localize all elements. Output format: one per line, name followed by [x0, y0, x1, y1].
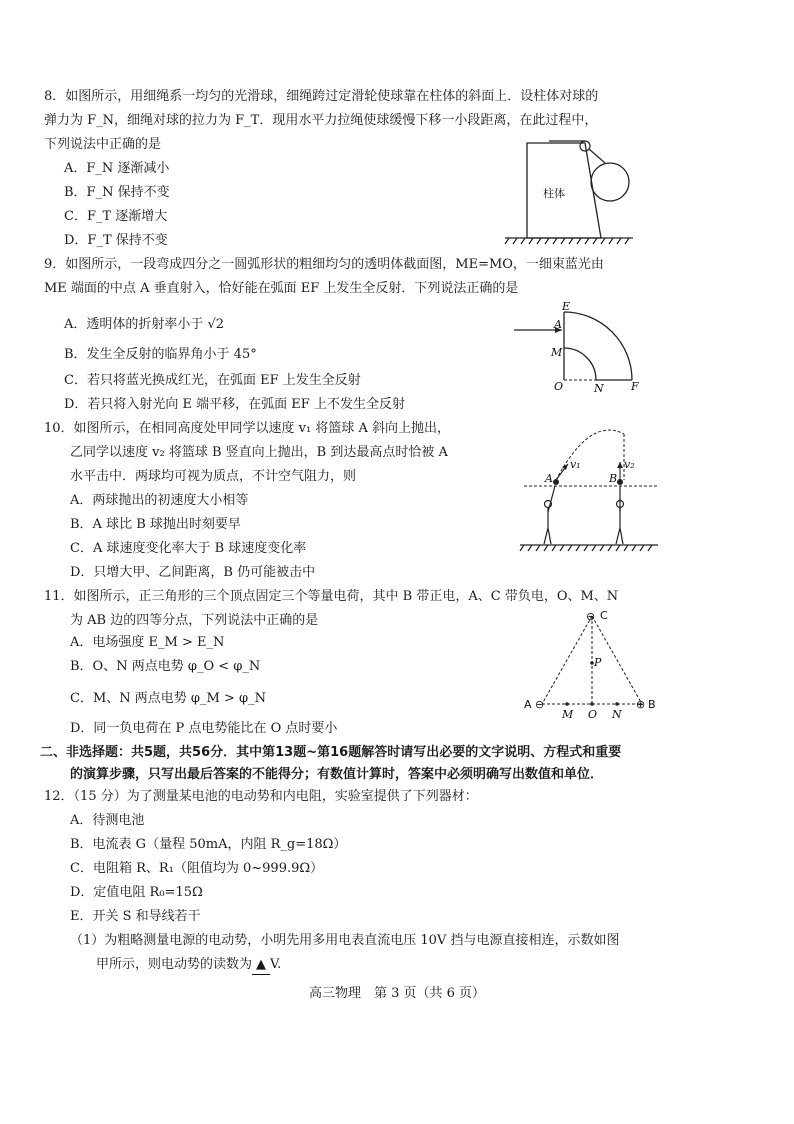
- q10-label-v1: v₁: [570, 458, 581, 471]
- q11-label-c: C: [600, 609, 608, 622]
- q10-option-d: D．只增大甲、乙间距离，B 仍可能被击中: [70, 565, 316, 580]
- q11-label-m: M: [562, 708, 574, 721]
- q10-label-v2: v₂: [624, 458, 635, 471]
- q11-point-n: [615, 702, 619, 706]
- q8-rope-to-ball: [589, 149, 605, 163]
- q11-line-1: 11．如图所示，正三角形的三个顶点固定三个等量电荷，其中 B 带正电，A、C 带负电，O、M、N: [44, 589, 619, 604]
- section2-line-2: 的演算步骤，只写出最后答案的不能得分；有数值计算时，答案中必须明确写出数值和单位．: [70, 767, 604, 782]
- q12-sub1-line-1: （1）为粗略测量电源的电动势，小明先用多用电表直流电压 10V 挡与电源直接相连，示数如图: [70, 933, 620, 948]
- q9-option-c: C．若只将蓝光换成红光，在弧面 EF 上发生全反射: [64, 373, 361, 388]
- q11-label-b: B: [648, 698, 656, 711]
- q10-label-a: A: [545, 472, 553, 485]
- q11-charge-b: ⊕: [636, 698, 646, 711]
- q10-figure: [520, 420, 660, 556]
- q8-line-3: 下列说法中正确的是: [44, 137, 162, 152]
- q12-option-b: B．电流表 G（量程 50mA，内阻 R_g=18Ω）: [70, 837, 347, 852]
- q9-line-2: ME 端面的中点 A 垂直射入，恰好能在弧面 EF 上发生全反射．下列说法正确的是: [44, 281, 519, 296]
- q12-option-e: E．开关 S 和导线若干: [70, 909, 201, 924]
- q12-answer-blank: ▲: [252, 956, 270, 975]
- q9-label-e: E: [562, 300, 571, 313]
- q12-sub1-line-2: [96, 956, 281, 975]
- q9-figure: [510, 302, 650, 401]
- q9-label-f: F: [631, 380, 639, 393]
- q8-pillar-label: 柱体: [543, 187, 565, 200]
- q8-figure: [505, 135, 635, 249]
- q9-outer-arc: [564, 312, 632, 380]
- q9-option-b: B．发生全反射的临界角小于 45°: [64, 347, 257, 362]
- section2-line-1: 二、非选择题：共5题，共56分．其中第13题~第16题解答时请写出必要的文字说明、方程式和重要: [40, 745, 622, 760]
- q11-option-b: B．O、N 两点电势 φ_O < φ_N: [70, 659, 261, 674]
- q9-line-1: 9．如图所示，一段弯成四分之一圆弧形状的粗细均匀的透明体截面图，ME=MO，一细束蓝光由: [44, 257, 604, 272]
- q10-person-b: [616, 486, 624, 544]
- q8-line-1: 8．如图所示，用细绳系一均匀的光滑球，细绳跨过定滑轮使球靠在柱体的斜面上．设柱体对球的: [44, 89, 599, 104]
- q12-option-c: C．电阻箱 R、R₁（阻值均为 0~999.9Ω）: [70, 861, 324, 876]
- q12-line-1: 12．（15 分）为了测量某电池的电动势和内电阻，实验室提供了下列器材：: [44, 789, 478, 804]
- q10-line-3: 水平击中．两球均可视为质点，不计空气阻力，则: [70, 469, 357, 484]
- q9-label-o: O: [554, 380, 564, 393]
- q10-ground: [520, 545, 658, 551]
- q10-person-a: [544, 486, 555, 544]
- q10-line-2: 乙同学以速度 v₂ 将篮球 B 竖直向上抛出，B 到达最高点时恰被 A: [70, 445, 448, 460]
- q10-ball-b: [617, 479, 623, 485]
- q12-sub1-suffix: V.: [270, 957, 282, 972]
- q10-line-1: 10．如图所示，在相同高度处甲同学以速度 v₁ 将篮球 A 斜向上抛出，: [44, 421, 451, 436]
- q9-label-a: A: [554, 318, 562, 331]
- q11-charge-a: ⊖: [535, 698, 545, 711]
- q9-option-d: D．若只将入射光向 E 端平移，在弧面 EF 上不发生全反射: [64, 397, 405, 412]
- q9-label-n: N: [594, 382, 604, 395]
- q11-line-2: 为 AB 边的四等分点，下列说法中正确的是: [70, 613, 319, 628]
- q8-line-2: 弹力为 F_N，细绳对球的拉力为 F_T．现用水平力拉绳使球缓慢下移一小段距离，在此过程中，: [44, 113, 598, 128]
- q11-label-a: A: [524, 698, 532, 711]
- q10-label-b: B: [609, 472, 618, 485]
- q12-sub1-prefix: 甲所示，则电动势的读数为: [96, 957, 253, 972]
- q9-inner-arc: [564, 348, 596, 380]
- q8-ball: [591, 163, 629, 201]
- q11-option-a: A．电场强度 E_M > E_N: [70, 635, 225, 650]
- q11-figure: [520, 604, 660, 726]
- q11-charge-c: ⊖: [586, 610, 596, 623]
- q10-option-a: A．两球抛出的初速度大小相等: [70, 493, 249, 508]
- q11-side-ac: [542, 616, 592, 704]
- q10-option-c: C．A 球速度变化率大于 B 球速度变化率: [70, 541, 307, 556]
- q8-ground: [505, 238, 633, 244]
- q11-option-d: D．同一负电荷在 P 点电势能比在 O 点时要小: [70, 721, 338, 736]
- q10-option-b: B．A 球比 B 球抛出时刻要早: [70, 517, 241, 532]
- q8-option-a: A．F_N 逐渐减小: [64, 161, 170, 176]
- q11-label-p: P: [594, 656, 602, 669]
- q9-option-a: A．透明体的折射率小于 √2: [64, 317, 225, 332]
- q12-option-a: A．待测电池: [70, 813, 145, 828]
- q11-option-c: C．M、N 两点电势 φ_M > φ_N: [70, 691, 266, 706]
- q10-ball-a: [553, 479, 559, 485]
- q11-label-o: O: [588, 708, 598, 721]
- q11-label-n: N: [612, 708, 622, 721]
- q12-option-d: D．定值电阻 R₀=15Ω: [70, 885, 203, 900]
- q11-point-o: [590, 702, 594, 706]
- page-footer: 高三物理 第 3 页（共 6 页）: [308, 986, 486, 1001]
- q11-point-m: [565, 702, 569, 706]
- q8-option-c: C．F_T 逐渐增大: [64, 209, 168, 224]
- q9-label-m: M: [551, 346, 563, 359]
- q8-option-d: D．F_T 保持不变: [64, 233, 168, 248]
- q8-option-b: B．F_N 保持不变: [64, 185, 170, 200]
